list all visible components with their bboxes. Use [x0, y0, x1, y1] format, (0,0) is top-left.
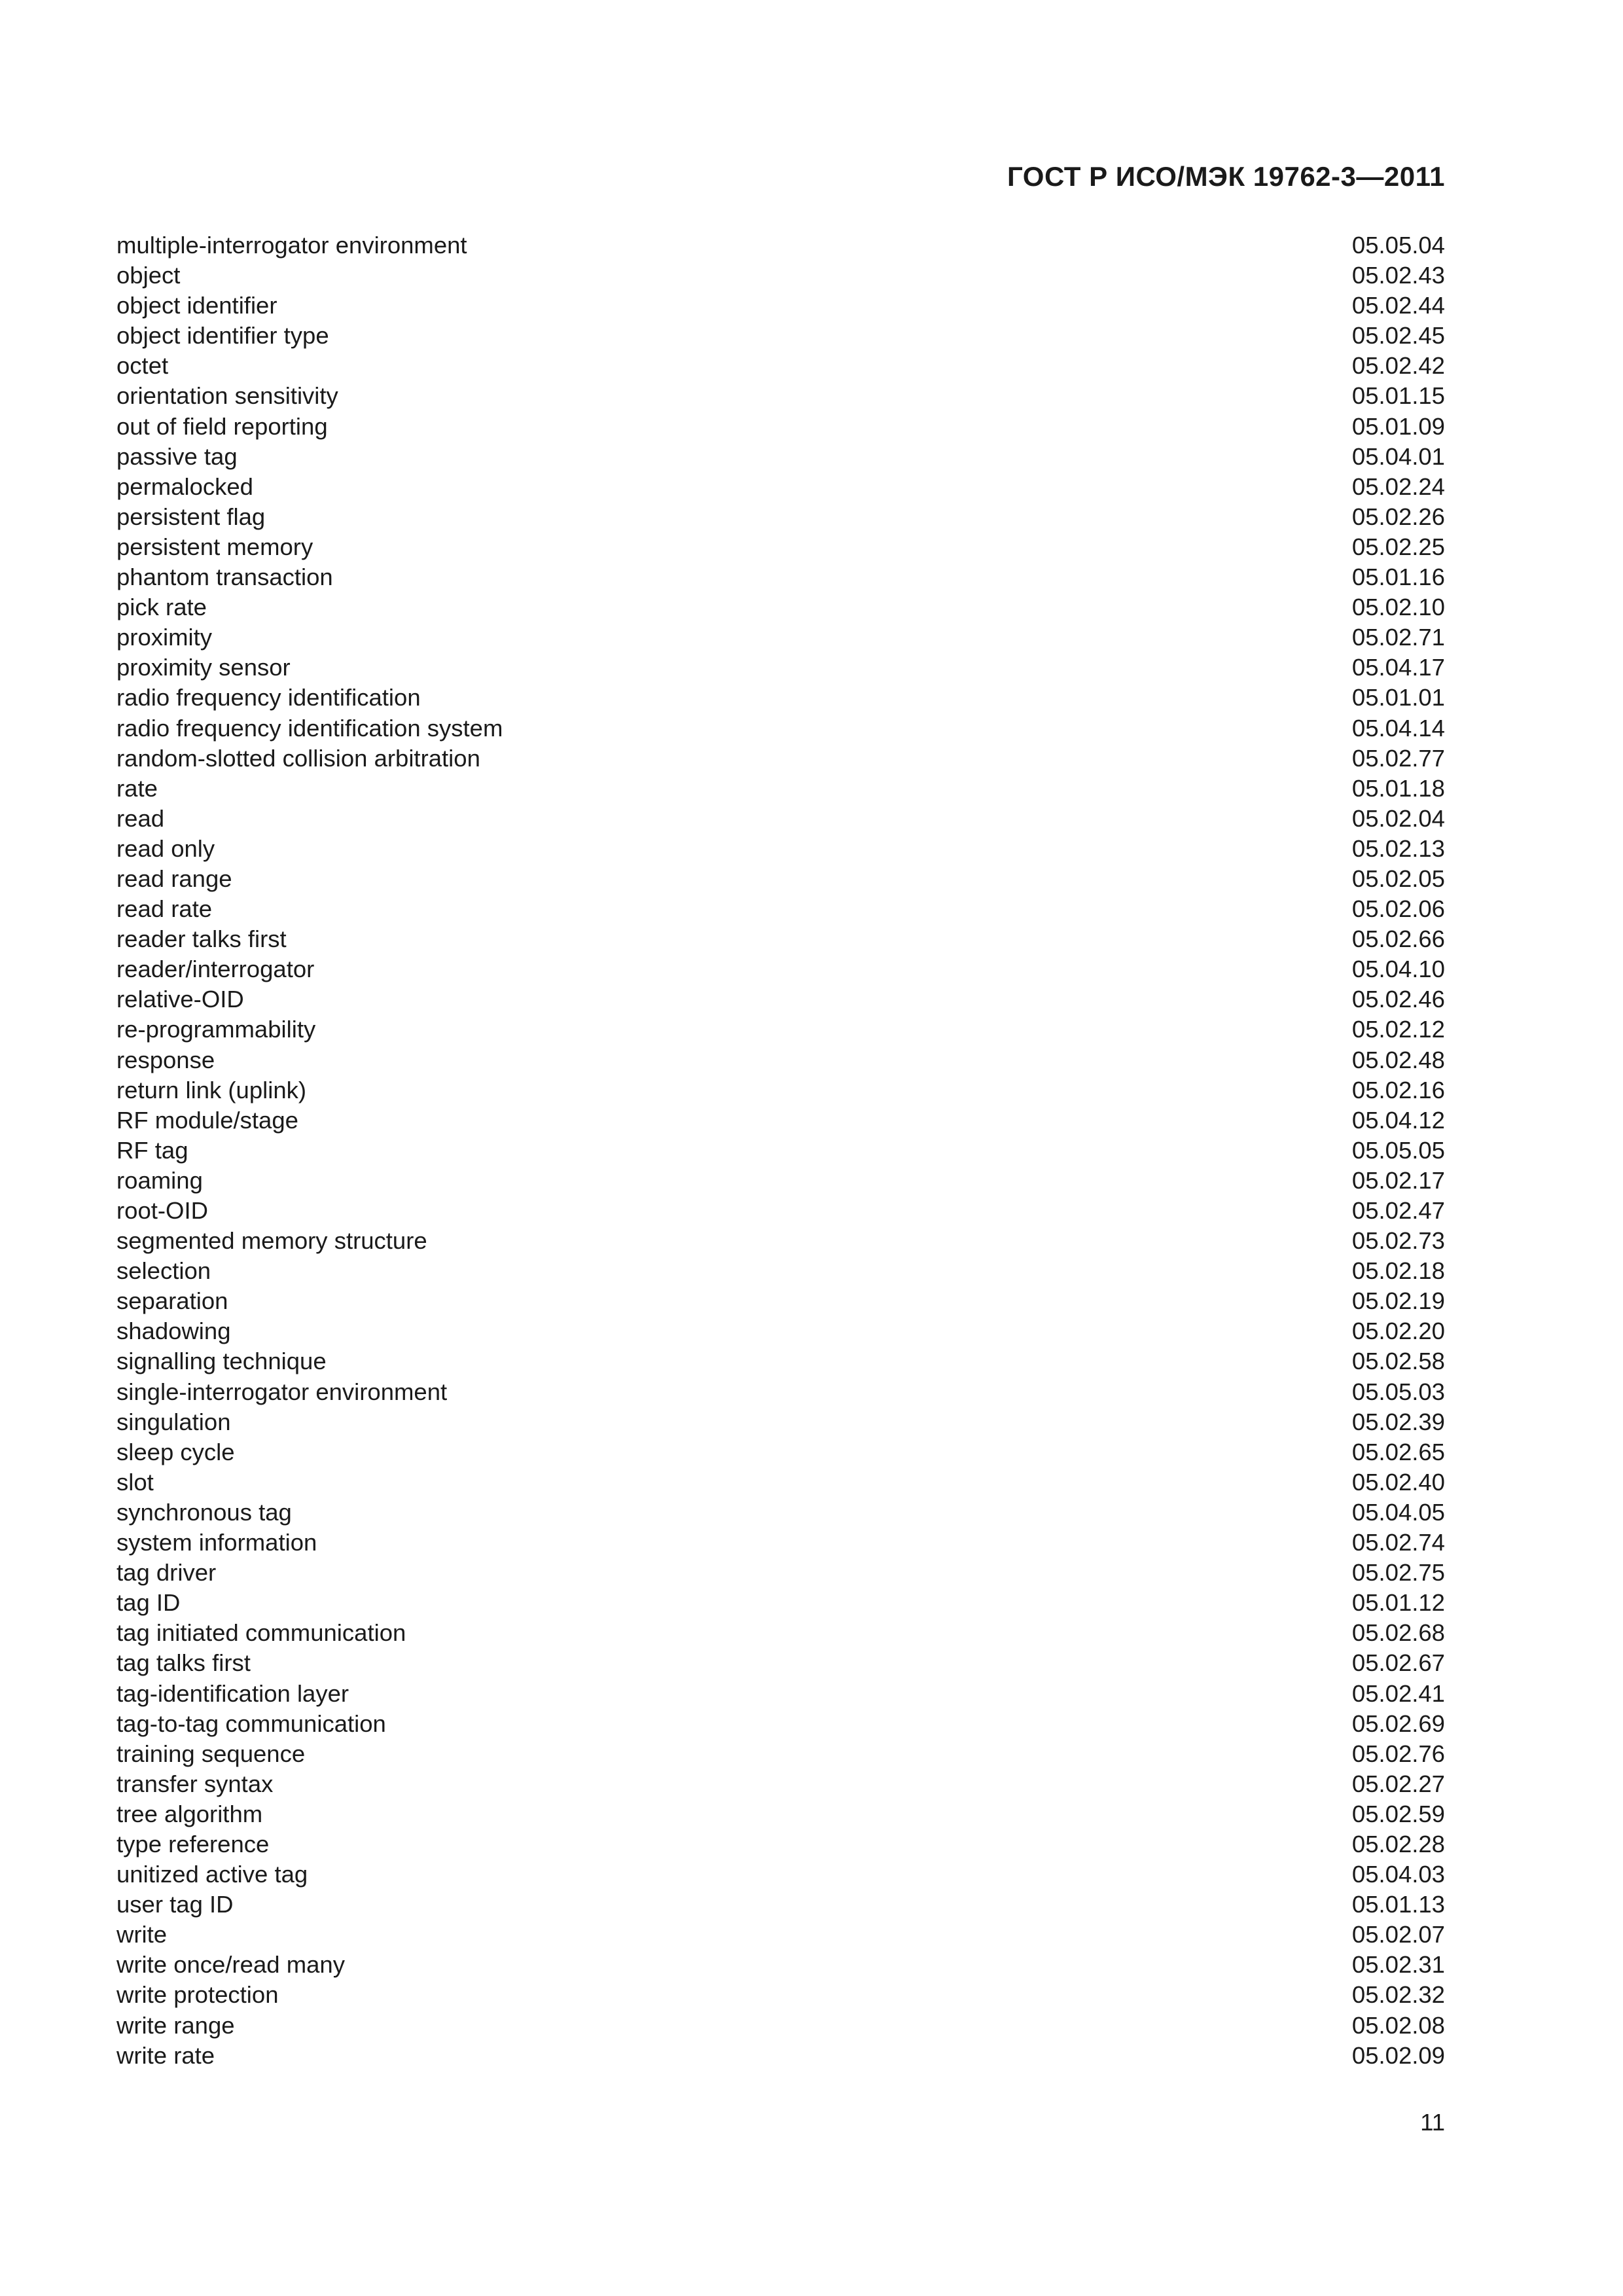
index-clause-number: 05.02.47 — [1351, 1197, 1445, 1224]
index-term: separation — [116, 1287, 228, 1315]
index-term: permalocked — [116, 473, 253, 500]
index-clause-number: 05.04.14 — [1351, 714, 1445, 742]
index-term: shadowing — [116, 1318, 231, 1345]
index-clause-number: 05.02.69 — [1351, 1710, 1445, 1737]
index-entry — [116, 744, 1445, 774]
index-clause-number: 05.01.09 — [1351, 412, 1445, 440]
index-term: persistent flag — [116, 503, 266, 530]
index-entry — [116, 472, 1445, 502]
index-entry — [116, 381, 1445, 411]
index-term: tag ID — [116, 1589, 181, 1617]
index-entry — [116, 1618, 1445, 1648]
index-entry — [116, 1920, 1445, 1950]
index-term: tag driver — [116, 1559, 217, 1587]
index-entry — [116, 532, 1445, 562]
document-header: ГОСТ Р ИСО/МЭК 19762-3—2011 — [1007, 161, 1445, 192]
index-term: read range — [116, 865, 232, 892]
index-term: octet — [116, 352, 169, 380]
index-clause-number: 05.02.06 — [1351, 895, 1445, 923]
index-entry — [116, 1256, 1445, 1286]
index-term: write once/read many — [116, 1951, 345, 1979]
index-term: phantom transaction — [116, 564, 333, 591]
index-clause-number: 05.02.05 — [1351, 865, 1445, 892]
index-term: re-programmability — [116, 1016, 316, 1043]
index-clause-number: 05.02.24 — [1351, 473, 1445, 500]
index-entry — [116, 834, 1445, 864]
index-entry — [116, 230, 1445, 260]
index-clause-number: 05.01.15 — [1351, 382, 1445, 410]
index-entry — [116, 442, 1445, 472]
index-entry — [116, 1226, 1445, 1256]
index-entry — [116, 683, 1445, 713]
index-clause-number: 05.02.31 — [1351, 1951, 1445, 1979]
index-term: pick rate — [116, 594, 207, 621]
index-clause-number: 05.02.18 — [1351, 1257, 1445, 1285]
index-term: selection — [116, 1257, 211, 1285]
index-entry — [116, 1859, 1445, 1890]
index-term: proximity sensor — [116, 654, 291, 681]
index-clause-number: 05.02.28 — [1351, 1830, 1445, 1857]
index-clause-number: 05.05.05 — [1351, 1136, 1445, 1164]
index-term: write range — [116, 2011, 235, 2039]
index-term: proximity — [116, 624, 213, 651]
index-entry — [116, 1679, 1445, 1709]
index-term: response — [116, 1046, 215, 1073]
index-term: write rate — [116, 2041, 215, 2069]
index-clause-number: 05.02.12 — [1351, 1016, 1445, 1043]
index-entry — [116, 804, 1445, 834]
index-clause-number: 05.02.17 — [1351, 1166, 1445, 1194]
index-clause-number: 05.02.68 — [1351, 1619, 1445, 1647]
index-entry — [116, 321, 1445, 351]
index-clause-number: 05.01.18 — [1351, 774, 1445, 802]
index-clause-number: 05.02.27 — [1351, 1770, 1445, 1797]
index-term: segmented memory structure — [116, 1227, 427, 1255]
index-term: tag-to-tag communication — [116, 1710, 386, 1737]
index-entry — [116, 1709, 1445, 1739]
index-term: write protection — [116, 1981, 279, 2009]
index-term: orientation sensitivity — [116, 382, 338, 410]
index-clause-number: 05.02.25 — [1351, 533, 1445, 560]
index-entry — [116, 260, 1445, 291]
index-clause-number: 05.04.01 — [1351, 442, 1445, 470]
index-term: passive tag — [116, 442, 238, 470]
index-entry — [116, 351, 1445, 381]
index-clause-number: 05.04.17 — [1351, 654, 1445, 681]
index-entry — [116, 1377, 1445, 1407]
index-clause-number: 05.02.74 — [1351, 1529, 1445, 1556]
index-term: random-slotted collision arbitration — [116, 744, 480, 772]
index-clause-number: 05.02.13 — [1351, 834, 1445, 862]
index-clause-number: 05.04.10 — [1351, 956, 1445, 983]
index-entry — [116, 1045, 1445, 1075]
index-entry — [116, 864, 1445, 894]
index-term: rate — [116, 774, 158, 802]
index-clause-number: 05.02.26 — [1351, 503, 1445, 530]
index-entry — [116, 622, 1445, 653]
index-entry — [116, 1437, 1445, 1467]
index-term: persistent memory — [116, 533, 313, 560]
index-term: tree algorithm — [116, 1800, 263, 1827]
index-entry — [116, 1286, 1445, 1316]
index-entry — [116, 653, 1445, 683]
index-entry — [116, 291, 1445, 321]
index-clause-number: 05.02.44 — [1351, 292, 1445, 319]
index-entry — [116, 924, 1445, 954]
index-entry — [116, 1588, 1445, 1618]
index-clause-number: 05.02.10 — [1351, 594, 1445, 621]
index-clause-number: 05.02.42 — [1351, 352, 1445, 380]
index-clause-number: 05.02.76 — [1351, 1740, 1445, 1767]
index-term: type reference — [116, 1830, 270, 1857]
index-term: read — [116, 804, 165, 832]
index-clause-number: 05.01.16 — [1351, 564, 1445, 591]
index-clause-number: 05.02.65 — [1351, 1438, 1445, 1465]
index-entry — [116, 502, 1445, 532]
index-entry — [116, 1769, 1445, 1799]
index-clause-number: 05.02.08 — [1351, 2011, 1445, 2039]
index-term: object identifier type — [116, 322, 329, 350]
index-term: RF module/stage — [116, 1106, 298, 1134]
page-number: 11 — [1420, 2109, 1445, 2136]
index-entry — [116, 1739, 1445, 1769]
index-entry — [116, 2011, 1445, 2041]
index-term: out of field reporting — [116, 412, 328, 440]
index-entry — [116, 1558, 1445, 1588]
index-term: reader/interrogator — [116, 956, 315, 983]
index-term: synchronous tag — [116, 1498, 292, 1526]
index-term: multiple-interrogator environment — [116, 232, 467, 259]
index-clause-number: 05.04.05 — [1351, 1498, 1445, 1526]
index-entry — [116, 1890, 1445, 1920]
index-clause-number: 05.02.41 — [1351, 1679, 1445, 1707]
index-entry — [116, 1196, 1445, 1226]
term-index-list — [116, 230, 1445, 2071]
index-term: radio frequency identification system — [116, 714, 503, 742]
index-term: tag initiated communication — [116, 1619, 406, 1647]
index-clause-number: 05.02.32 — [1351, 1981, 1445, 2009]
index-clause-number: 05.02.66 — [1351, 925, 1445, 953]
index-clause-number: 05.02.45 — [1351, 322, 1445, 350]
index-entry — [116, 1136, 1445, 1166]
index-entry — [116, 1467, 1445, 1498]
index-entry — [116, 894, 1445, 924]
index-entry — [116, 1014, 1445, 1045]
index-clause-number: 05.02.58 — [1351, 1348, 1445, 1375]
index-entry — [116, 1075, 1445, 1105]
index-clause-number: 05.02.19 — [1351, 1287, 1445, 1315]
index-clause-number: 05.02.59 — [1351, 1800, 1445, 1827]
index-clause-number: 05.02.07 — [1351, 1921, 1445, 1948]
index-clause-number: 05.02.04 — [1351, 804, 1445, 832]
index-clause-number: 05.02.20 — [1351, 1318, 1445, 1345]
index-clause-number: 05.05.03 — [1351, 1378, 1445, 1405]
index-term: tag-identification layer — [116, 1679, 349, 1707]
index-term: object identifier — [116, 292, 277, 319]
index-term: relative-OID — [116, 986, 244, 1013]
index-term: sleep cycle — [116, 1438, 235, 1465]
index-clause-number: 05.04.03 — [1351, 1861, 1445, 1888]
index-term: read rate — [116, 895, 213, 923]
index-clause-number: 05.02.48 — [1351, 1046, 1445, 1073]
index-entry — [116, 1407, 1445, 1437]
index-term: single-interrogator environment — [116, 1378, 448, 1405]
index-entry — [116, 2041, 1445, 2071]
index-term: signalling technique — [116, 1348, 327, 1375]
index-clause-number: 05.02.77 — [1351, 744, 1445, 772]
index-entry — [116, 1105, 1445, 1136]
index-clause-number: 05.02.09 — [1351, 2041, 1445, 2069]
index-entry — [116, 1950, 1445, 1980]
index-entry — [116, 713, 1445, 744]
index-clause-number: 05.02.73 — [1351, 1227, 1445, 1255]
index-entry — [116, 412, 1445, 442]
index-clause-number: 05.01.12 — [1351, 1589, 1445, 1617]
index-entry — [116, 1799, 1445, 1829]
index-term: root-OID — [116, 1197, 208, 1224]
index-term: user tag ID — [116, 1891, 234, 1918]
index-term: singulation — [116, 1408, 231, 1435]
index-clause-number: 05.02.71 — [1351, 624, 1445, 651]
index-term: system information — [116, 1529, 317, 1556]
index-entry — [116, 1166, 1445, 1196]
index-clause-number: 05.01.01 — [1351, 684, 1445, 711]
index-entry — [116, 1829, 1445, 1859]
index-entry — [116, 1316, 1445, 1346]
index-term: slot — [116, 1468, 154, 1496]
index-entry — [116, 592, 1445, 622]
index-term: RF tag — [116, 1136, 188, 1164]
index-clause-number: 05.02.43 — [1351, 262, 1445, 289]
index-entry — [116, 1980, 1445, 2010]
index-clause-number: 05.05.04 — [1351, 232, 1445, 259]
index-term: transfer syntax — [116, 1770, 274, 1797]
index-term: return link (uplink) — [116, 1076, 307, 1103]
index-entry — [116, 1346, 1445, 1376]
index-clause-number: 05.02.75 — [1351, 1559, 1445, 1587]
index-term: roaming — [116, 1166, 203, 1194]
index-clause-number: 05.02.39 — [1351, 1408, 1445, 1435]
index-term: tag talks first — [116, 1649, 251, 1677]
index-entry — [116, 562, 1445, 592]
index-term: read only — [116, 834, 215, 862]
index-term: radio frequency identification — [116, 684, 421, 711]
index-clause-number: 05.04.12 — [1351, 1106, 1445, 1134]
index-term: reader talks first — [116, 925, 287, 953]
index-entry — [116, 774, 1445, 804]
index-clause-number: 05.01.13 — [1351, 1891, 1445, 1918]
index-clause-number: 05.02.16 — [1351, 1076, 1445, 1103]
index-clause-number: 05.02.46 — [1351, 986, 1445, 1013]
index-term: write — [116, 1921, 168, 1948]
index-entry — [116, 1648, 1445, 1678]
index-term: training sequence — [116, 1740, 306, 1767]
index-entry — [116, 1528, 1445, 1558]
index-entry — [116, 954, 1445, 984]
index-term: object — [116, 262, 181, 289]
index-clause-number: 05.02.40 — [1351, 1468, 1445, 1496]
index-entry — [116, 1498, 1445, 1528]
index-clause-number: 05.02.67 — [1351, 1649, 1445, 1677]
index-term: unitized active tag — [116, 1861, 308, 1888]
index-entry — [116, 984, 1445, 1014]
